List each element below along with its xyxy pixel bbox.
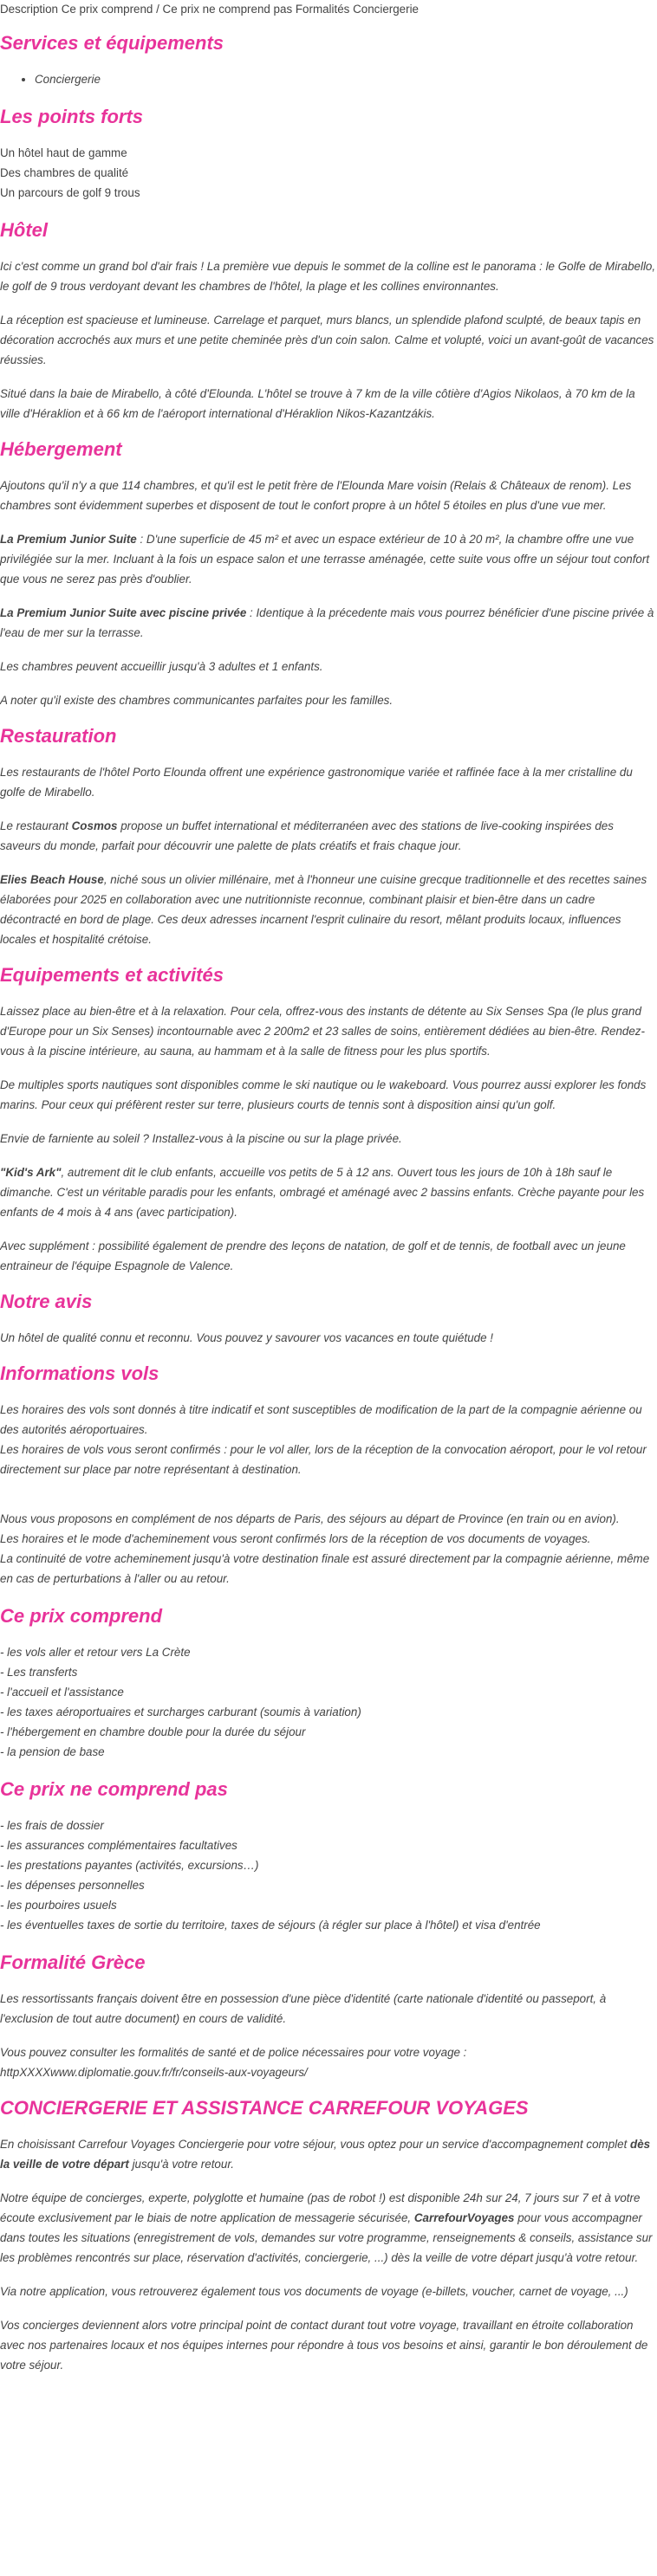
equipements-heading: Equipements et activités [0, 964, 224, 986]
comprend-item: - la pension de base [0, 1745, 105, 1758]
comprend-item: - les vols aller et retour vers La Crète [0, 1646, 191, 1659]
formalite-link[interactable]: httpXXXXwww.diplomatie.gouv.fr/fr/conseils-aux-voyageurs/ [0, 2066, 308, 2079]
suite-pool-name: La Premium Junior Suite avec piscine privée [0, 606, 247, 619]
comprend-item: - Les transferts [0, 1666, 78, 1679]
conciergerie-paragraph: Vos concierges deviennent alors votre principal point de contact durant tout votre voyage, travaillant en étroite collaboration avec nos partenaires locaux et nos équipes internes pour répondre à tous vos besoins et ainsi, garantir le bon déroulement de votre séjour. [0, 2319, 648, 2372]
hebergement-paragraph: Les chambres peuvent accueillir jusqu'à 3 adultes et 1 enfants. [0, 660, 323, 673]
hebergement-heading: Hébergement [0, 438, 122, 460]
hotel-paragraph: La réception est spacieuse et lumineuse. Carrelage et parquet, murs blancs, un splendide plafond sculpté, de beaux tapis en décoration accrochés aux murs et une petite cheminée près d'un coin salon. Calme et volupté, voici un avant-goût de vacances réussies. [0, 314, 654, 366]
vols-line: Les horaires de vols vous seront confirmés : pour le vol aller, lors de la réception de la convocation aéroport, pour le vol retour directement sur place par notre représentant à destination. [0, 1443, 647, 1476]
equipements-paragraph: Laissez place au bien-être et à la relaxation. Pour cela, offrez-vous des instants de détente au Six Senses Spa (le plus grand d'Europe pour un Six Senses) incontournable avec 2 200m2 et 23 salles de soins, entièrement dédiées au bien-être. Rendez-vous à la piscine intérieure, au sauna, au hammam et à la salle de fitness pour les plus sportifs. [0, 1005, 645, 1058]
points-forts-heading: Les points forts [0, 106, 144, 127]
restaurant-elies-paragraph [0, 870, 657, 949]
conciergerie-bold: dès la veille de votre départ [0, 2138, 651, 2171]
restaurant-cosmos-paragraph [0, 816, 657, 856]
vols-line: Les horaires des vols sont donnés à titre indicatif et sont susceptibles de modification de la part de la compagnie aérienne ou des autorités aéroportuaires. [0, 1403, 642, 1436]
hebergement-suite-paragraph [0, 529, 657, 589]
restaurant-elies-description: , niché sous un olivier millénaire, met à l'honneur une cuisine grecque traditionnelle et des recettes saines élaborées pour 2025 en collaboration avec une nutritionniste reconnue, combinant plaisir et bien-être dans un cadre décontracté en bord de plage. Ces deux adresses incarnent l'esprit culinaire du resort, mêlant produits locaux, influences locales et hospitalité crétoise. [0, 873, 647, 946]
avis-paragraph: Un hôtel de qualité connu et reconnu. Vous pouvez y savourer vos vacances en toute quiétude ! [0, 1331, 493, 1344]
hebergement-paragraph: Ajoutons qu'il n'y a que 114 chambres, et qu'il est le petit frère de l'Elounda Mare voisin (Relais & Châteaux de renom). Les chambres sont évidemment superbes et disposent de tout le confort propre à un hôtel 5 étoiles en plus d'une vue mer. [0, 479, 632, 512]
conciergerie-heading: CONCIERGERIE ET ASSISTANCE CARREFOUR VOYAGES [0, 2097, 529, 2119]
restaurant-intro: Le restaurant [0, 819, 72, 832]
kids-club-description: , autrement dit le club enfants, accueille vos petits de 5 à 12 ans. Ouvert tous les jours de 10h à 18h sauf le dimanche. C'est un véritable paradis pour les enfants, ombragé et aménagé avec 2 bassins enfants. Crèche payante pour les enfants de 4 mois à 4 ans (avec participation). [0, 1166, 645, 1219]
formalite-heading: Formalité Grèce [0, 1951, 146, 1973]
equipements-paragraph: De multiples sports nautiques sont disponibles comme le ski nautique ou le wakeboard. Vous pourrez aussi explorer les fonds marins. Pour ceux qui préfèrent rester sur terre, plusieurs courts de tennis sont à disposition ainsi qu'un golf. [0, 1078, 647, 1111]
ne-comprend-item: - les assurances complémentaires facultatives [0, 1839, 237, 1852]
comprend-item: - les taxes aéroportuaires et surcharges carburant (soumis à variation) [0, 1705, 361, 1718]
kids-club-paragraph [0, 1162, 657, 1222]
vols-line: Nous vous proposons en complément de nos départs de Paris, des séjours au départ de Province (en train ou en avion). [0, 1512, 620, 1525]
ne-comprend-item: - les frais de dossier [0, 1819, 104, 1832]
points-forts-item: Un hôtel haut de gamme [0, 146, 127, 159]
suite-description: : D'une superficie de 45 m² et avec un espace extérieur de 10 à 20 m², la chambre offre une vue privilégiée sur la mer. Incluant à la fois un espace salon et une terrasse aménagée, cette suite vous offre un séjour tout confort que vous ne serez pas près d'oublier. [0, 533, 650, 586]
comprend-heading: Ce prix comprend [0, 1605, 163, 1627]
restaurant-elies-name: Elies Beach House [0, 873, 104, 886]
conciergerie-paragraph [0, 2188, 657, 2268]
vols-line: La continuité de votre acheminement jusqu'à votre destination finale est assuré directement par la compagnie aérienne, même en cas de perturbations à l'aller ou au retour. [0, 1552, 650, 1585]
conciergerie-text: pour vous accompagner dans toutes les situations (enregistrement de vols, demandes sur votre programme, renseignements & conseils, assistance sur les problèmes rencontrés sur place, réservation d'activités, conciergerie, ...) dès la veille de votre départ jusqu'à votre retour. [0, 2211, 653, 2264]
points-forts-list [0, 143, 657, 203]
hotel-paragraph: Situé dans la baie de Mirabello, à côté d'Elounda. L'hôtel se trouve à 7 km de la ville côtière d'Agios Nikolaos, à 70 km de la ville d'Héraklion et à 66 km de l'aéroport international d'Héraklion Nikos-Kazantzákis. [0, 387, 635, 420]
hotel-paragraph: Ici c'est comme un grand bol d'air frais ! La première vue depuis le sommet de la colline est le panorama : le Golfe de Mirabello, le golf de 9 trous verdoyant devant les chambres de l'hôtel, la plage et les collines environnantes. [0, 260, 656, 293]
points-forts-item: Des chambres de qualité [0, 166, 129, 179]
comprend-item: - l'hébergement en chambre double pour la durée du séjour [0, 1725, 306, 1738]
vols-block-a [0, 1400, 657, 1479]
services-list [0, 69, 657, 89]
vols-block-b [0, 1509, 657, 1589]
services-item: • Conciergerie [35, 69, 657, 89]
equipements-paragraph: Avec supplément : possibilité également de prendre des leçons de natation, de golf et de tennis, de football avec un jeune entraineur de l'équipe Espagnole de Valence. [0, 1239, 626, 1272]
suite-name: La Premium Junior Suite [0, 533, 137, 546]
conciergerie-text: jusqu'à votre retour. [128, 2158, 235, 2171]
restaurant-cosmos-description: propose un buffet international et méditerranéen avec des stations de live-cooking inspirées des saveurs du monde, parfait pour découvrir une palette de plats créatifs et frais chaque jour. [0, 819, 614, 852]
vols-line: Les horaires et le mode d'acheminement vous seront confirmés lors de la réception de vos documents de voyages. [0, 1532, 591, 1545]
ne-comprend-heading: Ce prix ne comprend pas [0, 1778, 228, 1800]
formalite-paragraph: Les ressortissants français doivent être en possession d'une pièce d'identité (carte nationale d'identité ou passeport, à l'exclusion de tout autre document) en cours de validité. [0, 1992, 607, 2025]
ne-comprend-list [0, 1815, 657, 1935]
suite-pool-description: : Identique à la précedente mais vous pourrez bénéficier d'une piscine privée à l'eau de mer sur la terrasse. [0, 606, 654, 639]
ne-comprend-item: - les prestations payantes (activités, excursions…) [0, 1859, 259, 1872]
ne-comprend-item: - les pourboires usuels [0, 1899, 117, 1912]
conciergerie-paragraph: Via notre application, vous retrouverez également tous vos documents de voyage (e-billets, voucher, carnet de voyage, ...) [0, 2285, 628, 2298]
conciergerie-text: Notre équipe de concierges, experte, polyglotte et humaine (pas de robot !) est disponible 24h sur 24, 7 jours sur 7 et à votre écoute exclusivement par le biais de notre application de messagerie sécurisée, [0, 2191, 641, 2224]
ne-comprend-item: - les éventuelles taxes de sortie du territoire, taxes de séjours (à régler sur place à l'hôtel) et visa d'entrée [0, 1919, 541, 1932]
conciergerie-paragraph [0, 2134, 657, 2174]
kids-club-name: "Kid's Ark" [0, 1166, 62, 1179]
formalite-link-paragraph [0, 2042, 657, 2082]
formalite-link-intro: Vous pouvez consulter les formalités de santé et de police nécessaires pour votre voyage : [0, 2046, 467, 2059]
points-forts-item: Un parcours de golf 9 trous [0, 186, 140, 199]
vols-heading: Informations vols [0, 1362, 159, 1384]
conciergerie-app-name: CarrefourVoyages [413, 2211, 515, 2224]
conciergerie-text: En choisissant Carrefour Voyages Conciergerie pour votre séjour, vous optez pour un service d'accompagnement complet [0, 2138, 631, 2151]
avis-heading: Notre avis [0, 1291, 93, 1312]
restaurant-cosmos-name: Cosmos [71, 819, 118, 832]
services-heading: Services et équipements [0, 32, 224, 54]
breadcrumb: Description Ce prix comprend / Ce prix ne comprend pas Formalités Conciergerie [0, 3, 420, 16]
comprend-list [0, 1642, 657, 1762]
spacer [0, 1495, 657, 1509]
equipements-paragraph: Envie de farniente au soleil ? Installez-vous à la piscine ou sur la plage privée. [0, 1132, 402, 1145]
comprend-item: - l'accueil et l'assistance [0, 1686, 124, 1699]
hotel-heading: Hôtel [0, 219, 48, 241]
restauration-paragraph: Les restaurants de l'hôtel Porto Elounda offrent une expérience gastronomique variée et raffinée face à la mer cristalline du golfe de Mirabello. [0, 766, 633, 799]
restauration-heading: Restauration [0, 725, 117, 747]
hebergement-suite-pool-paragraph [0, 603, 657, 643]
ne-comprend-item: - les dépenses personnelles [0, 1879, 145, 1892]
hebergement-paragraph: A noter qu'il existe des chambres communicantes parfaites pour les familles. [0, 694, 394, 707]
